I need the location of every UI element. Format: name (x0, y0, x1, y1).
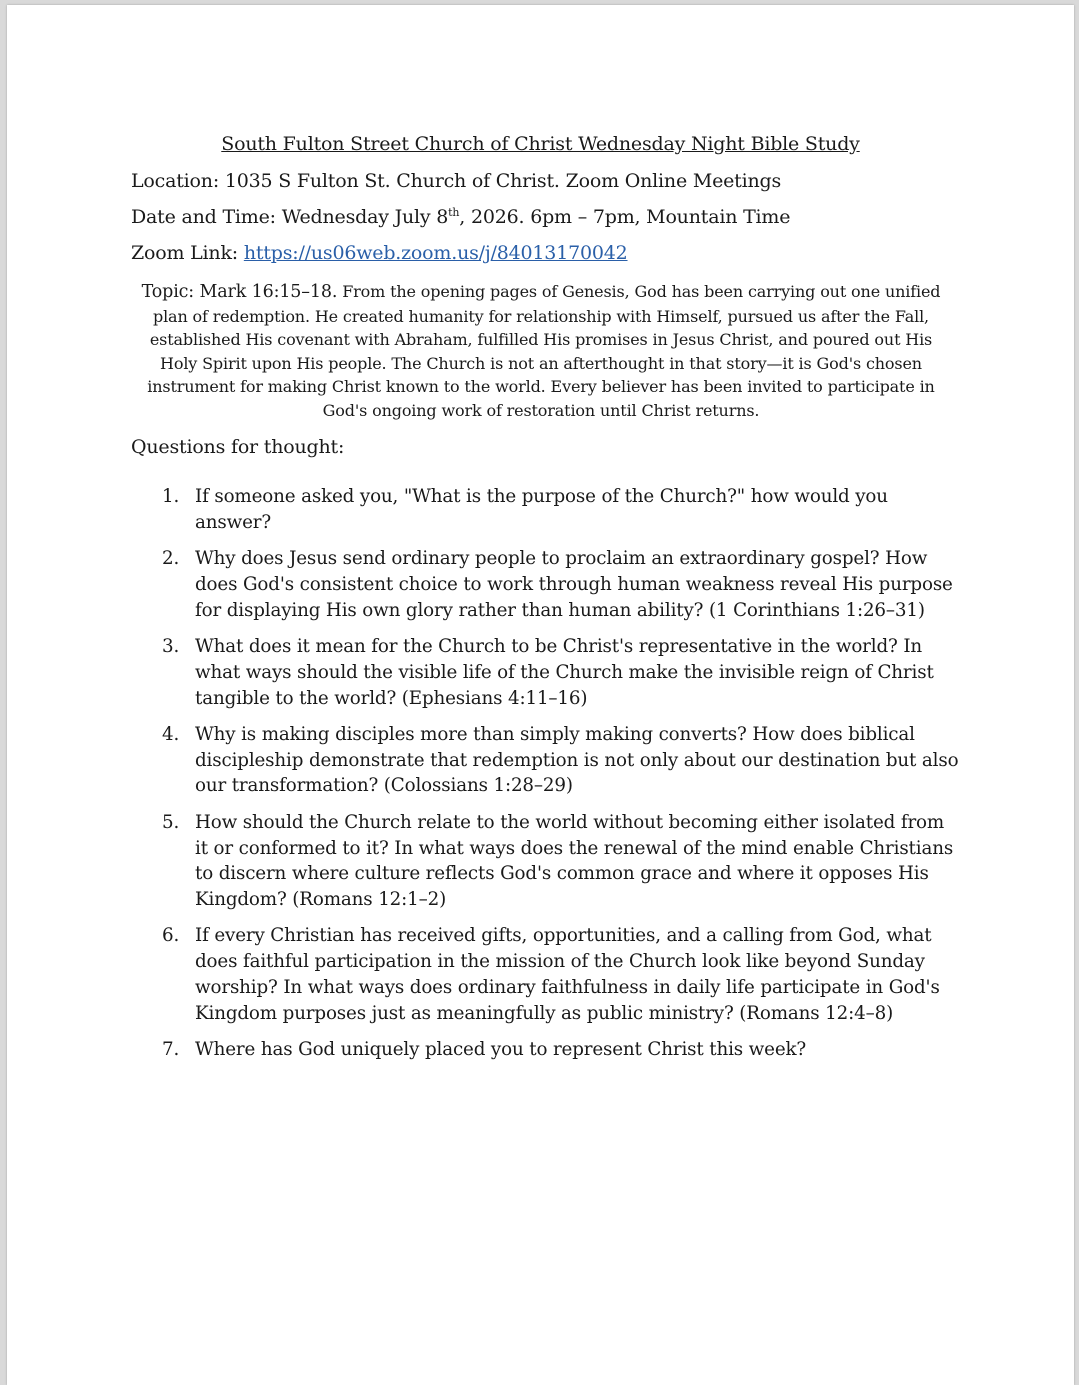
question-item (162, 634, 962, 711)
zoom-label: Zoom Link: (131, 242, 244, 264)
question-text: How should the Church relate to the world without becoming either isolated from it or conformed to it? In what ways does the renewal of the mind enable Christians to discern where culture reflects God's common grace and where it opposes His Kingdom? (Romans 12:1–2) (195, 811, 954, 911)
date-suffix: , 2026. 6pm – 7pm, Mountain Time (459, 206, 791, 228)
question-item (162, 923, 962, 1026)
question-text: If someone asked you, "What is the purpose of the Church?" how would you answer? (195, 486, 888, 533)
question-item (162, 810, 962, 913)
document-page (7, 5, 1074, 1385)
question-number: 5. (162, 811, 180, 833)
question-item (162, 484, 962, 536)
question-number: 4. (162, 723, 180, 745)
question-item (162, 722, 962, 799)
questions-list (162, 484, 962, 1073)
question-number: 7. (162, 1039, 180, 1061)
question-text: If every Christian has received gifts, opportunities, and a calling from God, what does faithful participation in the mission of the Church look like beyond Sunday worship? In what ways does ordinary faithfulness in daily life participate in God's Kingdom purposes just as meaningfully as public ministry? (Romans 12:4–8) (195, 925, 940, 1024)
location-line: Location: 1035 S Fulton St. Church of Christ. Zoom Online Meetings (131, 170, 782, 192)
question-number: 1. (162, 486, 180, 507)
question-text: Where has God uniquely placed you to represent Christ this week? (195, 1039, 807, 1061)
question-number: 2. (162, 548, 180, 570)
zoom-link[interactable]: https://us06web.zoom.us/j/84013170042 (243, 242, 628, 264)
question-item (162, 1037, 962, 1063)
question-text: Why is making disciples more than simply making converts? How does biblical discipleship demonstrate that redemption is not only about our destination but also our transformation? (Colossians 1:28–29) (195, 723, 959, 797)
topic-paragraph (131, 280, 951, 423)
topic-lead: Topic: Mark 16:15–18. (141, 282, 338, 302)
question-text: Why does Jesus send ordinary people to proclaim an extraordinary gospel? How does God's consistent choice to work through human weakness reveal His purpose for displaying His own glory rather than human ability? (1 Corinthians 1:26–31) (195, 548, 953, 621)
date-time-line (131, 206, 790, 228)
zoom-link-line (131, 242, 628, 264)
question-number: 3. (162, 635, 180, 657)
date-ordinal-suffix: th (448, 206, 460, 219)
topic-body: From the opening pages of Genesis, God has been carrying out one unified plan of redemption. He created humanity for relationship with Himself, pursued us after the Fall, established His covenant with Abraham, fulfilled His promises in Jesus Christ, and poured out His Holy Spirit upon His people. The Church is not an afterthought in that story—it is God's chosen instrument for making Christ known to the world. Every believer has been invited to participate in God's ongoing work of restoration until Christ returns. (147, 282, 941, 420)
date-prefix: Date and Time: Wednesday July 8 (131, 206, 449, 228)
questions-heading: Questions for thought: (131, 436, 345, 458)
question-number: 6. (162, 925, 180, 947)
question-text: What does it mean for the Church to be Christ's representative in the world? In what ways should the visible life of the Church make the invisible reign of Christ tangible to the world? (Ephesians 4:11–16) (195, 635, 934, 709)
document-title: South Fulton Street Church of Christ Wednesday Night Bible Study (221, 133, 860, 155)
question-item (162, 546, 962, 623)
